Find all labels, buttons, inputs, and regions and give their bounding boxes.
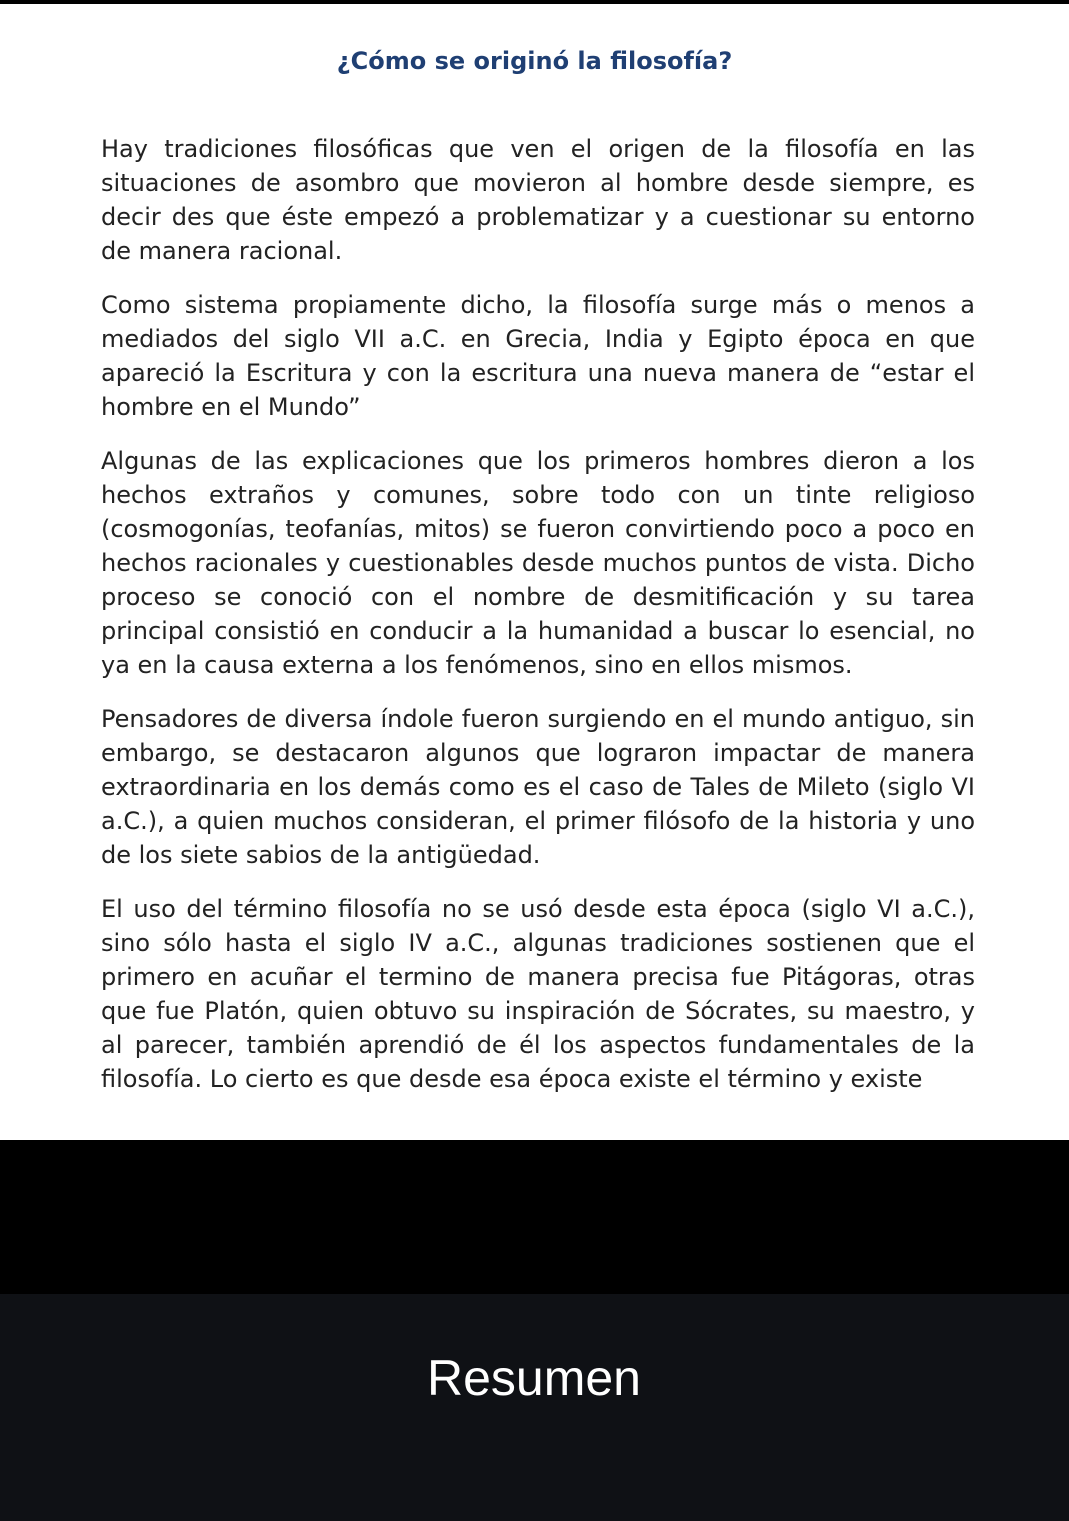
bottom-action-panel (0, 1294, 1069, 1521)
document-paragraph-3: Algunas de las explicaciones que los primeros hombres dieron a los hechos extraños y comunes, sobre todo con un tinte religioso (cosmogonías, teofanías, mitos) se fueron convirtiendo poco a poco en hechos racionales y cuestionables desde muchos puntos de vista. Dicho proceso se conoció con el nombre de desmitificación y su tarea principal consistió en conducir a la humanidad a buscar lo esencial, no ya en la causa externa a los fenómenos, sino en ellos mismos. (101, 447, 975, 679)
document-title: ¿Cómo se originó la filosofía? (336, 47, 733, 75)
document-paragraph-4: Pensadores de diversa índole fueron surgiendo en el mundo antiguo, sin embargo, se destacaron algunos que lograron impactar de manera extraordinaria en los demás como es el caso de Tales de Mileto (siglo VI a.C.), a quien muchos consideran, el primer filósofo de la historia y uno de los siete sabios de la antigüedad. (101, 705, 975, 869)
document-page (0, 4, 1069, 1140)
document-paragraph-1: Hay tradiciones filosóficas que ven el origen de la filosofía en las situaciones de asombro que movieron al hombre desde siempre, es decir des que éste empezó a problematizar y a cuestionar su entorno de manera racional. (101, 135, 975, 265)
document-paragraph-5: El uso del término filosofía no se usó desde esta época (siglo VI a.C.), sino sólo hasta el siglo IV a.C., algunas tradiciones sostienen que el primero en acuñar el termino de manera precisa fue Pitágoras, otras que fue Platón, quien obtuvo su inspiración de Sócrates, su maestro, y al parecer, también aprendió de él los aspectos fundamentales de la filosofía. Lo cierto es que desde esa época existe el término y existe (101, 895, 975, 1093)
summary-button[interactable]: Resumen (334, 1342, 734, 1414)
document-body (101, 132, 975, 1116)
document-paragraph-2: Como sistema propiamente dicho, la filosofía surge más o menos a mediados del siglo VII a.C. en Grecia, India y Egipto época en que apareció la Escritura y con la escritura una nueva manera de “estar el hombre en el Mundo” (101, 291, 975, 421)
image-viewer-background (0, 1140, 1069, 1294)
